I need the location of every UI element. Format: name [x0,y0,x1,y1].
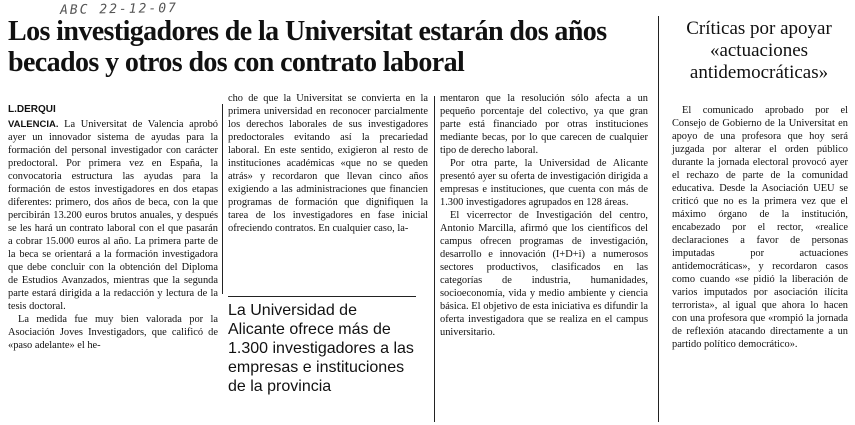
byline: L.DERQUI [8,104,56,115]
column-divider-1 [222,104,223,294]
sidebar-title: Críticas por apoyar «actuaciones antidemocráticas» [686,18,832,83]
article-column-2 [228,92,428,288]
article-headline: Los investigadores de la Universitat estarán dos años becados y otros dos con contrato laboral [8,16,607,78]
column-1-paragraph-1 [8,118,218,313]
column-2-paragraph-1: cho de que la Universitat se convierta en la primera universidad en reconocer parcialmente los derechos laborales de sus investigadores predoctorales evitando así la precariedad laboral. En este sentido, exigieron al resto de instituciones académicas «que no se queden atrás» y recordaron que llevan cinco años exigiendo a las administraciones que financien programas de formación que dignifiquen la tarea de los investigadores en fase inicial ofreciendo contratos. En cualquier caso, la- [228,93,428,234]
column-3-paragraph-2: Por otra parte, la Universidad de Alicante presentó ayer su oferta de investigación dirigida a empresas e instituciones, que cuenta con más de 1.300 investigadores agrupados en 128 áreas. [440,158,648,208]
column-1-text: La Universitat de Valencia aprobó ayer un innovador sistema de ayudas para la formación del personal investigador con carácter predoctoral. Por primera vez en España, la convocatoria estructura las ayudas para la formación de estos investigadores en dos etapas diferentes: primero, dos años de beca, con la que percibirán 13.200 euros brutos anuales, y después se les hará un contrato laboral con el que pasarán a cobrar 15.000 euros al año. La primera parte de la beca se orientará a la formación investigadora que debe concluir con la obtención del Diploma de Estudios Avanzados, mientras que la segunda parte estará dirigida a la redacción y lectura de la tesis doctoral. [8,119,218,312]
column-3-paragraph-3: El vicerrector de Investigación del centro, Antonio Marcilla, afirmó que los científicos del campus ofrecen programas de investigación, desarrollo e innovación (I+D+i) a numerosos sectores productivos, clasificados en las categorías de industria, humanidades, socioeconomía, vida y medio ambiente y ciencia básica. El objetivo de esta iniciativa es difundir la oferta investigadora que se realiza en el campus universitario. [440,210,648,338]
column-3-paragraph-1: mentaron que la resolución sólo afecta a un pequeño porcentaje del colectivo, ya que gran parte está financiado por otras instituciones mediante becas, por lo que carecen de cualquier tipo de derecho laboral. [440,93,648,156]
archive-stamp: ABC 22-12-07 [59,0,179,19]
article-column-1 [8,118,218,424]
sidebar-divider [658,16,659,422]
column-1-paragraph-2: La medida fue muy bien valorada por la Asociación Joves Investigadors, que calificó de «paso adelante» el he- [8,314,218,351]
article-column-3 [440,92,648,422]
pull-quote: La Universidad de Alicante ofrece más de 1.300 investigadores a las empresas e instituciones de la provincia [228,296,416,396]
column-divider-2 [434,96,435,422]
dateline-place: VALENCIA. [8,119,59,130]
sidebar-paragraph: El comunicado aprobado por el Consejo de Gobierno de la Universitat en apoyo de una profesora que hoy será juzgada por alterar el orden público durante la jornada electoral provocó ayer el rechazo de parte de la comunidad educativa. Desde la Asociación UEU se criticó que no es la primera vez que el máximo órgano de la institución, encabezado por el rector, «realice declaraciones a favor de personas imputadas por actuaciones antidemocráticas», y recordaron casos como cuando «se pidió la liberación de varios imputados por asociación ilícita terrorista», al igual que ahora lo hacen con una profesora que «rompió la jornada de reflexión atacando directamente a un partido político democrático». [672,105,848,350]
sidebar-column [672,104,848,422]
